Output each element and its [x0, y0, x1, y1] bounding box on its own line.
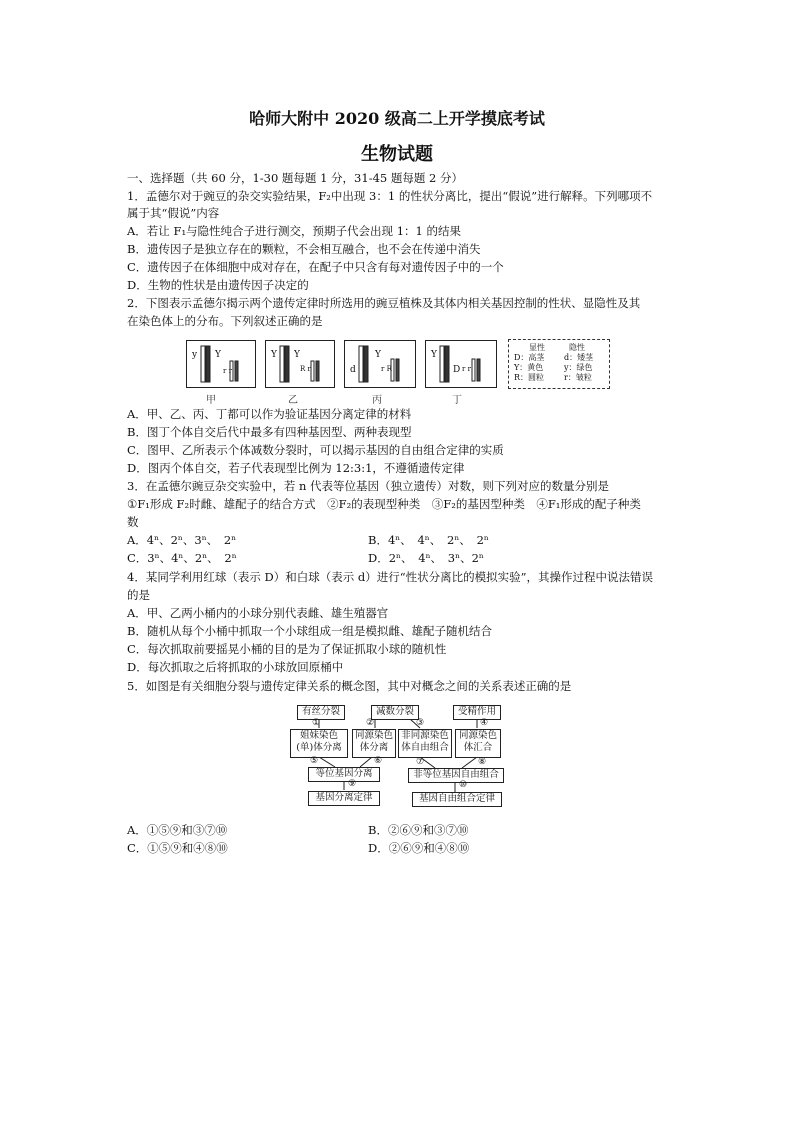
q2-option-c: C．图甲、乙所表示个体减数分裂时，可以揭示基因的自由组合定律的实质	[127, 443, 504, 457]
gene-label: r R	[381, 365, 392, 373]
q1-stem-line2: 属于其“假说”内容	[127, 206, 220, 220]
cell-label-jia: 甲	[206, 395, 216, 406]
q5-option-b: B．②⑥⑨和③⑦⑩	[368, 823, 469, 837]
map-step-number: ⑨	[348, 779, 357, 789]
q4-option-b: B．随机从每个小桶中抓取一个小球组成一组是模拟雌、雄配子随机结合	[127, 624, 492, 638]
q1-option-a: A．若让 F₁与隐性纯合子进行测交，预期子代会出现 1：1 的结果	[127, 224, 461, 238]
legend-header-recessive: 隐性	[569, 343, 585, 352]
legend-header-dominant: 显性	[529, 343, 545, 352]
cell-label-bing: 丙	[372, 395, 382, 406]
gene-label: Y	[375, 350, 381, 360]
legend-recessive-1: d：矮茎	[564, 353, 594, 362]
q3-items-line2: 数	[127, 515, 139, 529]
legend-dominant-2: Y：黄色	[514, 363, 544, 372]
legend-recessive-2: y：绿色	[564, 363, 593, 372]
subject-title: 生物试题	[361, 144, 433, 165]
q2-option-d: D．图丙个体自交，若子代表现型比例为 12:3:1，不遵循遗传定律	[127, 461, 465, 475]
map-step-number: ④	[480, 718, 489, 728]
legend-recessive-3: r：皱粒	[564, 373, 592, 382]
q5-option-a: A．①⑤⑨和③⑦⑩	[127, 823, 228, 837]
map-node-nonhomolog-assortment: 非同源染色 体自由组合	[398, 729, 452, 758]
map-node-mitosis: 有丝分裂	[297, 705, 345, 720]
section-heading: 一、选择题（共 60 分，1-30 题每题 1 分，31-45 题每题 2 分）	[127, 171, 463, 185]
gene-label: r r	[462, 365, 471, 373]
gene-label: Y	[271, 350, 277, 360]
exam-title: 哈师大附中 2020 级高二上开学摸底考试	[249, 109, 545, 128]
q5-option-d: D．②⑥⑨和④⑧⑩	[368, 841, 470, 855]
map-node-homolog-separation: 同源染色 体分离	[352, 729, 396, 758]
map-node-law-of-segregation: 基因分离定律	[308, 791, 380, 806]
q3-items-line1: ①F₁形成 F₂时雌、雄配子的结合方式 ②F₂的表现型种类 ③F₂的基因型种类 ④F₁形成的配子种类	[127, 497, 641, 511]
map-step-number: ⑩	[459, 780, 468, 790]
q3-option-d: D．2ⁿ、 4ⁿ、 3ⁿ、2ⁿ	[368, 551, 484, 565]
q2-option-a: A．甲、乙、丙、丁都可以作为验证基因分离定律的材料	[127, 407, 412, 421]
q5-option-c: C．①⑤⑨和④⑧⑩	[127, 841, 228, 855]
q1-option-b: B．遗传因子是独立存在的颗粒，不会相互融合，也不会在传递中消失	[127, 242, 481, 256]
q1-option-d: D．生物的性状是由遗传因子决定的	[127, 278, 309, 292]
legend-dominant-1: D：高茎	[514, 353, 545, 362]
map-node-homolog-union: 同源染色 体汇合	[455, 729, 501, 758]
map-node-sister-chromatid-separation: 姐妹染色 (单)体分离	[290, 729, 348, 758]
map-step-number: ①	[312, 718, 321, 728]
map-step-number: ③	[416, 718, 425, 728]
q4-option-a: A．甲、乙两小桶内的小球分别代表雌、雄生殖器官	[127, 606, 389, 620]
map-step-number: ②	[366, 718, 375, 728]
map-node-nonallele-assortment: 非等位基因自由组合	[408, 768, 504, 783]
q2-stem-line1: 2．下图表示孟德尔揭示两个遗传定律时所选用的豌豆植株及其体内相关基因控制的性状、显隐性及其	[127, 296, 641, 310]
cell-label-ding: 丁	[452, 395, 462, 406]
q4-option-c: C．每次抓取前要摇晃小桶的目的是为了保证抓取小球的随机性	[127, 642, 447, 656]
map-node-meiosis: 减数分裂	[371, 705, 419, 720]
q4-stem-line1: 4．某同学利用红球（表示 D）和白球（表示 d）进行“性状分离比的模拟实验”，其操作过程中说法错误	[127, 570, 653, 584]
gene-label: D	[453, 365, 461, 375]
q3-stem: 3．在孟德尔豌豆杂交实验中，若 n 代表等位基因（独立遗传）对数，则下列对应的数量分别是	[127, 479, 610, 493]
gene-label: Y	[294, 350, 300, 360]
gene-label: r r	[223, 367, 232, 375]
map-step-number: ⑥	[374, 756, 383, 766]
q1-option-c: C．遗传因子在体细胞中成对存在，在配子中只含有每对遗传因子中的一个	[127, 260, 504, 274]
gene-label: Y	[215, 350, 221, 360]
gene-label: d	[350, 365, 356, 375]
gene-label: y	[192, 350, 198, 360]
q4-option-d: D．每次抓取之后将抓取的小球放回原桶中	[127, 660, 344, 674]
map-node-allele-separation: 等位基因分离	[308, 767, 380, 782]
q3-option-b: B．4ⁿ、 4ⁿ、 2ⁿ、 2ⁿ	[368, 533, 489, 547]
q2-stem-line2: 在染色体上的分布。下列叙述正确的是	[127, 314, 323, 328]
q3-option-c: C．3ⁿ、4ⁿ、2ⁿ、 2ⁿ	[127, 551, 237, 565]
map-step-number: ⑧	[478, 757, 487, 767]
q1-stem-line1: 1．孟德尔对于豌豆的杂交实验结果，F₂中出现 3：1 的性状分离比，提出“假说”进行解释。下列哪项不	[127, 189, 653, 203]
gene-label: Y	[431, 350, 437, 360]
map-node-law-of-independent-assortment: 基因自由组合定律	[412, 792, 502, 807]
q4-stem-line2: 的是	[127, 588, 150, 602]
cell-label-yi: 乙	[288, 395, 298, 406]
map-step-number: ⑦	[416, 757, 425, 767]
q3-option-a: A．4ⁿ、2ⁿ、3ⁿ、 2ⁿ	[127, 533, 237, 547]
map-step-number: ⑤	[310, 756, 319, 766]
gene-label: R r	[300, 365, 311, 373]
q2-option-b: B．图丁个体自交后代中最多有四种基因型、两种表现型	[127, 425, 412, 439]
legend-dominant-3: R：圆粒	[514, 373, 545, 382]
q5-stem: 5．如图是有关细胞分裂与遗传定律关系的概念图，其中对概念之间的关系表述正确的是	[127, 679, 572, 693]
map-node-fertilization: 受精作用	[453, 705, 501, 720]
